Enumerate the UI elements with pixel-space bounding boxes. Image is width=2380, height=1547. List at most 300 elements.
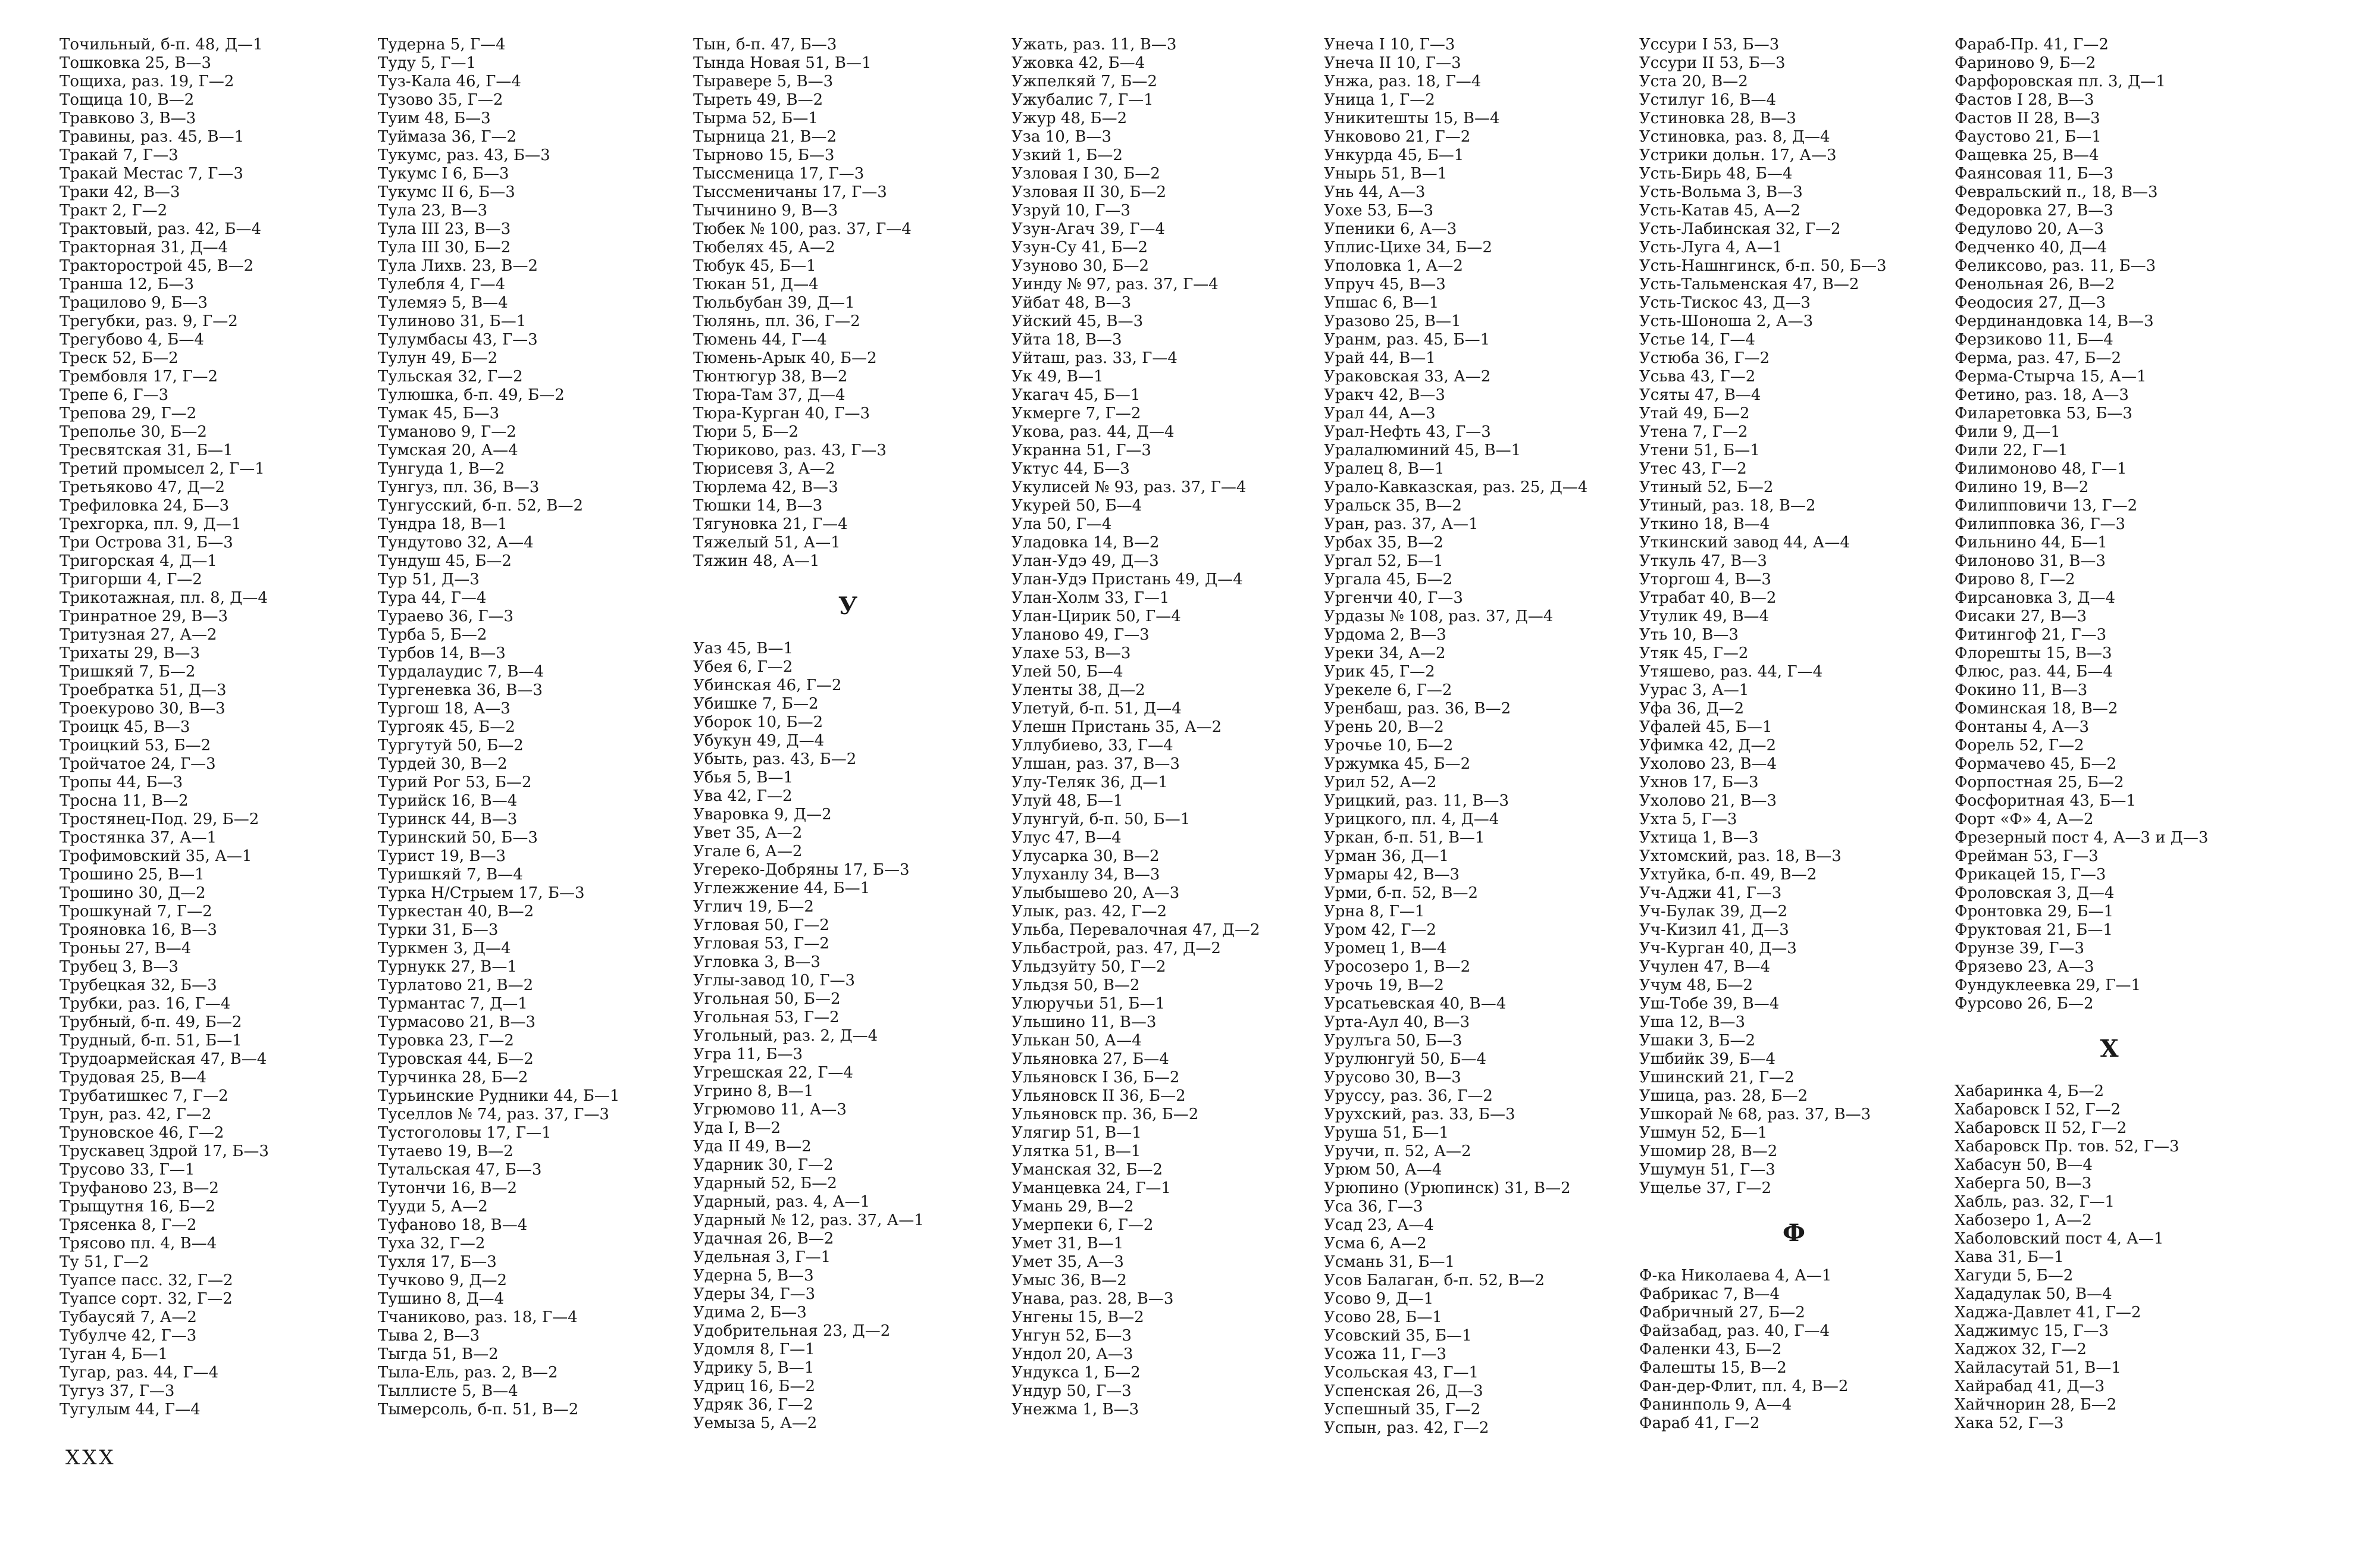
index-entry: Усмань 31, Б—1 (1324, 1253, 1455, 1271)
index-entry: Трубатишкес 7, Г—2 (60, 1087, 228, 1105)
index-entry: Уемыза 5, А—2 (693, 1414, 818, 1432)
index-entry: Уохе 53, Б—3 (1324, 202, 1434, 220)
index-entry: Устрики дольн. 17, А—3 (1639, 146, 1837, 164)
index-entry: Убыть, раз. 43, Б—2 (693, 750, 857, 768)
index-entry: Тула 23, В—3 (378, 202, 488, 220)
index-entry: Тюрисевя 3, А—2 (693, 460, 835, 478)
index-entry: Тыллисте 5, В—4 (378, 1382, 518, 1400)
index-entry: Хайрабад 41, Д—3 (1955, 1377, 2105, 1395)
index-entry: Трясово пл. 4, В—4 (60, 1235, 217, 1252)
index-entry: Утяк 45, Г—2 (1639, 644, 1749, 662)
index-entry: Тыла-Ель, раз. 2, В—2 (378, 1364, 558, 1382)
index-entry: Фурсово 26, Б—2 (1955, 995, 2094, 1013)
index-entry: Урюпино (Урюпинск) 31, В—2 (1324, 1179, 1571, 1197)
index-entry: Троньы 27, В—4 (60, 940, 192, 957)
index-entry: Тырма 52, Б—1 (693, 109, 818, 127)
index-entry: Усть-Нашнгинск, б-п. 50, Б—3 (1639, 257, 1887, 275)
index-entry: Угольная 50, Б—2 (693, 990, 841, 1008)
index-entry: Тростянец-Под. 29, Б—2 (60, 810, 259, 828)
index-entry: Тросна 11, В—2 (60, 792, 189, 810)
index-entry: Усово 9, Д—1 (1324, 1290, 1434, 1308)
index-entry: Тринратное 29, В—3 (60, 607, 228, 625)
index-entry: Турбов 14, В—3 (378, 644, 506, 662)
index-entry: Уладовка 14, В—2 (1012, 534, 1160, 552)
index-entry: Упшас 6, В—1 (1324, 294, 1439, 312)
index-entry: Угловка 3, В—3 (693, 953, 821, 971)
index-entry: Унь 44, А—3 (1324, 183, 1426, 201)
index-entry: Тур 51, Д—3 (378, 571, 480, 588)
index-entry: Ук 49, В—1 (1012, 368, 1104, 386)
index-entry: Тында Новая 51, В—1 (693, 54, 872, 72)
index-entry: Тунгуз, пл. 36, В—3 (378, 478, 540, 496)
index-entry: Тюмень-Арык 40, Б—2 (693, 349, 877, 367)
index-entry: Турба 5, Б—2 (378, 626, 487, 644)
index-entry: Туселлов № 74, раз. 37, Г—3 (378, 1106, 609, 1123)
index-entry: Тула III 23, В—3 (378, 220, 511, 238)
index-entry: Турдей 30, В—2 (378, 755, 508, 773)
index-entry: Узун-Су 41, Б—2 (1012, 239, 1148, 256)
index-entry: Уаз 45, В—1 (693, 640, 793, 657)
index-entry: Турий Рог 53, Б—2 (378, 774, 532, 791)
index-entry: Уваровка 9, Д—2 (693, 806, 832, 823)
index-entry: Фенольная 26, В—2 (1955, 275, 2115, 293)
index-column-4 (1012, 36, 1321, 1419)
index-entry: Тундра 18, В—1 (378, 515, 508, 533)
index-entry: Усть-Луга 4, А—1 (1639, 239, 1783, 256)
index-entry: Учулен 47, В—4 (1639, 958, 1771, 976)
index-entry: Уруша 51, Б—1 (1324, 1124, 1449, 1142)
index-entry: Ульдзуйту 50, Г—2 (1012, 958, 1166, 976)
index-entry: Тулемяэ 5, В—4 (378, 294, 508, 312)
index-entry: Уманцевка 24, Г—1 (1012, 1179, 1171, 1197)
index-entry: Тюбук 45, Б—1 (693, 257, 816, 275)
index-entry: Трудный, б-п. 51, Б—1 (60, 1032, 242, 1050)
index-entry: Тулюшка, б-п. 49, Б—2 (378, 386, 565, 404)
index-entry: Ф-ка Николаева 4, А—1 (1639, 1267, 1832, 1285)
index-entry: Узловая I 30, Б—2 (1012, 165, 1160, 183)
index-entry: Филоново 31, В—3 (1955, 552, 2106, 570)
index-entry: Троекурово 30, В—3 (60, 700, 226, 718)
index-entry: Трепова 29, Г—2 (60, 405, 197, 422)
index-entry: Хабаринка 4, Б—2 (1955, 1082, 2105, 1100)
index-entry: Ужур 48, Б—2 (1012, 109, 1128, 127)
index-entry: Фарфоровская пл. 3, Д—1 (1955, 73, 2166, 90)
index-entry: Хайласутай 51, В—1 (1955, 1359, 2121, 1377)
index-entry: Трубки, раз. 16, Г—4 (60, 995, 231, 1013)
index-entry: Тульская 32, Г—2 (378, 368, 523, 386)
index-entry: Уранм, раз. 45, Б—1 (1324, 331, 1490, 349)
index-entry: Туган 4, Б—1 (60, 1345, 168, 1363)
index-entry: Уникитешты 15, В—4 (1324, 109, 1500, 127)
index-entry: Утени 51, Б—1 (1639, 441, 1760, 459)
index-entry: Угрешская 22, Г—4 (693, 1064, 853, 1082)
index-entry: Умерпеки 6, Г—2 (1012, 1216, 1154, 1234)
index-entry: Ундур 50, Г—3 (1012, 1382, 1132, 1400)
index-entry: Урмары 42, В—3 (1324, 866, 1460, 884)
index-entry: Уурас 3, А—1 (1639, 681, 1749, 699)
index-entry: Трояновка 16, В—3 (60, 921, 217, 939)
index-entry: Уржумка 45, Б—2 (1324, 755, 1471, 773)
index-entry: Усад 23, А—4 (1324, 1216, 1434, 1234)
index-entry: Ульшино 11, В—3 (1012, 1013, 1157, 1031)
index-entry: Тургутуй 50, Б—2 (378, 737, 524, 754)
index-entry: Удеры 34, Г—3 (693, 1285, 816, 1303)
index-entry: Фаленки 43, Б—2 (1639, 1341, 1782, 1358)
index-entry: Ушаки 3, Б—2 (1639, 1032, 1756, 1050)
index-entry: Усть-Лабинская 32, Г—2 (1639, 220, 1841, 238)
index-entry: Усть-Шоноша 2, А—3 (1639, 312, 1814, 330)
index-entry: Утай 49, Б—2 (1639, 405, 1750, 422)
index-entry: Троицк 45, В—3 (60, 718, 190, 736)
index-entry: Турийск 16, В—4 (378, 792, 518, 810)
index-entry: Урало-Кавказская, раз. 25, Д—4 (1324, 478, 1588, 496)
index-entry: Уманская 32, Б—2 (1012, 1161, 1163, 1179)
index-entry: Третьяково 47, Д—2 (60, 478, 226, 496)
index-entry: Уш-Тобе 39, В—4 (1639, 995, 1780, 1013)
index-entry: Хаберга 50, В—3 (1955, 1175, 2092, 1192)
index-entry: Турьинские Рудники 44, Б—1 (378, 1087, 620, 1105)
index-entry: Урбах 35, В—2 (1324, 534, 1443, 552)
index-entry: Тюльбубан 39, Д—1 (693, 294, 855, 312)
index-entry: Тропы 44, Б—3 (60, 774, 183, 791)
index-entry: Удима 2, Б—3 (693, 1304, 807, 1321)
index-entry: Турдалаудис 7, В—4 (378, 663, 544, 681)
index-entry: Фитингоф 21, Г—3 (1955, 626, 2107, 644)
index-entry: Успенская 26, Д—3 (1324, 1382, 1483, 1400)
index-entry: Углы-завод 10, Г—3 (693, 972, 856, 989)
index-entry: Треск 52, Б—2 (60, 349, 178, 367)
index-entry: Тюнтюгур 38, В—2 (693, 368, 848, 386)
index-entry: Ухтица 1, В—3 (1639, 829, 1759, 847)
index-entry: Усть-Тальменская 47, В—2 (1639, 275, 1859, 293)
index-entry: Утяшево, раз. 44, Г—4 (1639, 663, 1823, 681)
index-entry: Тыгда 51, В—2 (378, 1345, 499, 1363)
index-entry: Углич 19, Б—2 (693, 898, 814, 916)
index-entry: Улшан, раз. 37, В—3 (1012, 755, 1180, 773)
index-entry: Туду 5, Г—1 (378, 54, 477, 72)
index-entry: Тумская 20, А—4 (378, 441, 518, 459)
index-entry: Ункурда 45, Б—1 (1324, 146, 1464, 164)
index-entry: Уч-Курган 40, Д—3 (1639, 940, 1797, 957)
index-entry: Тюра-Курган 40, Г—3 (693, 405, 870, 422)
index-entry: Труфаново 23, В—2 (60, 1179, 219, 1197)
index-entry: Форель 52, Г—2 (1955, 737, 2084, 754)
index-entry: Улунгуй, б-п. 50, Б—1 (1012, 810, 1191, 828)
index-entry: Утулик 49, В—4 (1639, 607, 1770, 625)
index-entry: Ударный 52, Б—2 (693, 1175, 837, 1192)
index-entry: Ухолово 23, В—4 (1639, 755, 1777, 773)
index-entry: Урекеле 6, Г—2 (1324, 681, 1452, 699)
index-entry: Углежжение 44, Б—1 (693, 879, 870, 897)
index-entry: Улан-Удэ 49, Д—3 (1012, 552, 1159, 570)
index-entry: Хабаровск Пр. тов. 52, Г—3 (1955, 1138, 2179, 1155)
index-entry: Тура 44, Г—4 (378, 589, 487, 607)
letter-heading: У (838, 592, 858, 620)
index-entry: Утес 43, Г—2 (1639, 460, 1747, 478)
index-entry: Укулисей № 93, раз. 37, Г—4 (1012, 478, 1247, 496)
index-entry: Урочье 10, Б—2 (1324, 737, 1454, 754)
index-entry: Тудерна 5, Г—4 (378, 36, 506, 54)
index-entry: Туринск 44, В—3 (378, 810, 518, 828)
index-entry: Федулово 20, А—3 (1955, 220, 2104, 238)
index-entry: Хабль, раз. 32, Г—1 (1955, 1193, 2115, 1211)
index-entry: Ужовка 42, Б—4 (1012, 54, 1145, 72)
index-entry: Усьва 43, Г—2 (1639, 368, 1756, 386)
index-entry: Удобрительная 23, Д—2 (693, 1322, 891, 1340)
index-entry: Утиный 52, Б—2 (1639, 478, 1774, 496)
index-entry: Туха 32, Г—2 (378, 1235, 486, 1252)
index-entry: Ферзиково 11, Б—4 (1955, 331, 2113, 349)
index-entry: Тулиново 31, Б—1 (378, 312, 527, 330)
index-entry: Тургеневка 36, В—3 (378, 681, 543, 699)
index-entry: Убья 5, В—1 (693, 769, 793, 787)
index-entry: Трыщутня 16, Б—2 (60, 1198, 215, 1216)
index-entry: Уланово 49, Г—3 (1012, 626, 1150, 644)
index-entry: Усяты 47, В—4 (1639, 386, 1761, 404)
index-entry: Унеча I 10, Г—3 (1324, 36, 1455, 54)
index-entry: Тощиха, раз. 19, Г—2 (60, 73, 234, 90)
index-entry: Тюрлема 42, В—3 (693, 478, 838, 496)
index-entry: Урень 20, В—2 (1324, 718, 1444, 736)
index-entry: Улькан 50, А—4 (1012, 1032, 1142, 1050)
index-entry: Фастов I 28, В—3 (1955, 91, 2094, 109)
index-entry: Филипповичи 13, Г—2 (1955, 497, 2138, 515)
index-entry: Усовский 35, Б—1 (1324, 1327, 1472, 1345)
index-entry: Хаджох 32, Г—2 (1955, 1341, 2087, 1358)
index-entry: Трегубки, раз. 9, Г—2 (60, 312, 238, 330)
index-entry: Уреки 34, А—2 (1324, 644, 1446, 662)
letter-heading: Х (2100, 1035, 2119, 1063)
index-entry: Тулумбасы 43, Г—3 (378, 331, 538, 349)
index-entry: Утена 7, Г—2 (1639, 423, 1748, 441)
index-entry: Февральский п., 18, В—3 (1955, 183, 2158, 201)
index-entry: Фирово 8, Г—2 (1955, 571, 2075, 588)
index-entry: Трихаты 29, В—3 (60, 644, 201, 662)
index-entry: Уткинский завод 44, А—4 (1639, 534, 1850, 552)
index-entry: Утрабат 40, В—2 (1639, 589, 1777, 607)
index-entry: Урицкий, раз. 11, В—3 (1324, 792, 1510, 810)
index-entry: Тустоголовы 17, Г—1 (378, 1124, 552, 1142)
index-entry: Уллубиево, 33, Г—4 (1012, 737, 1173, 754)
index-entry: Тощица 10, В—2 (60, 91, 195, 109)
index-entry: Тууди 5, А—2 (378, 1198, 488, 1216)
index-entry: Уйбат 48, В—3 (1012, 294, 1132, 312)
index-entry: Тыравере 5, В—3 (693, 73, 834, 90)
index-entry: Трефиловка 24, Б—3 (60, 497, 230, 515)
index-entry: Угереко-Добряны 17, Б—3 (693, 861, 910, 879)
index-entry: Уда II 49, В—2 (693, 1138, 812, 1155)
index-entry: Трубец 3, В—3 (60, 958, 179, 976)
index-entry: Хайчнорин 28, Б—2 (1955, 1396, 2117, 1414)
index-entry: Фрунзе 39, Г—3 (1955, 940, 2085, 957)
index-entry: Убукун 49, Д—4 (693, 732, 825, 750)
index-entry: Турка Н/Стрыем 17, Б—3 (378, 884, 585, 902)
index-entry: Троицкий 53, Б—2 (60, 737, 211, 754)
index-entry: Ушмун 52, Б—1 (1639, 1124, 1768, 1142)
index-entry: Умань 29, В—2 (1012, 1198, 1134, 1216)
index-entry: Утиный, раз. 18, В—2 (1639, 497, 1816, 515)
index-entry: Тракай Местас 7, Г—3 (60, 165, 243, 183)
index-entry: Унгены 15, В—2 (1012, 1308, 1144, 1326)
index-entry: Удачная 26, В—2 (693, 1230, 834, 1248)
index-entry: Флюс, раз. 44, Б—4 (1955, 663, 2113, 681)
index-entry: Тюбек № 100, раз. 37, Г—4 (693, 220, 912, 238)
index-entry: Турнукк 27, В—1 (378, 958, 517, 976)
index-entry: Фанинполь 9, А—4 (1639, 1396, 1792, 1414)
index-entry: Ульяновск пр. 36, Б—2 (1012, 1106, 1199, 1123)
index-entry: Тукумс II 6, Б—3 (378, 183, 515, 201)
index-entry: Тухля 17, Б—3 (378, 1253, 497, 1271)
index-entry: Фирсановка 3, Д—4 (1955, 589, 2116, 607)
index-entry: Тушино 8, Д—4 (378, 1290, 505, 1308)
index-entry: Ухтуйка, б-п. 49, В—2 (1639, 866, 1817, 884)
index-entry: Угрюмово 11, А—3 (693, 1101, 847, 1119)
index-entry: Уфа 36, Д—2 (1639, 700, 1745, 718)
index-column-2 (378, 36, 687, 1419)
index-entry: Фундуклеевка 29, Г—1 (1955, 976, 2141, 994)
index-entry: Угольный, раз. 2, Д—4 (693, 1027, 878, 1045)
index-entry: Трясенка 8, Г—2 (60, 1216, 197, 1234)
index-entry: Улуй 48, Б—1 (1012, 792, 1123, 810)
index-entry: Федченко 40, Д—4 (1955, 239, 2107, 256)
index-entry: Ухолово 21, В—3 (1639, 792, 1777, 810)
index-entry: Урулюнгуй 50, Б—4 (1324, 1050, 1486, 1068)
index-entry: Тыссменица 17, Г—3 (693, 165, 865, 183)
index-entry: Трепе 6, Г—3 (60, 386, 169, 404)
index-entry: Тутаево 19, В—2 (378, 1142, 513, 1160)
index-entry: Уран, раз. 37, А—1 (1324, 515, 1479, 533)
index-entry: Угольная 53, Г—2 (693, 1009, 840, 1026)
index-entry: Уста 20, В—2 (1639, 73, 1748, 90)
index-entry: Трацилово 9, Б—3 (60, 294, 208, 312)
index-entry: Ударный № 12, раз. 37, А—1 (693, 1211, 924, 1229)
index-entry: Унава, раз. 28, В—3 (1012, 1290, 1174, 1308)
index-entry: Ушкорай № 68, раз. 37, В—3 (1639, 1106, 1871, 1123)
index-entry: Урдома 2, В—3 (1324, 626, 1446, 644)
index-entry: Трудоармейская 47, В—4 (60, 1050, 267, 1068)
index-entry: Трусово 33, Г—1 (60, 1161, 195, 1179)
index-entry: Хаболовский пост 4, А—1 (1955, 1230, 2164, 1248)
index-entry: Тюри 5, Б—2 (693, 423, 798, 441)
index-entry: Фаянсовая 11, Б—3 (1955, 165, 2114, 183)
index-entry: Усть-Бирь 48, Б—4 (1639, 165, 1793, 183)
index-entry: Удомля 8, Г—1 (693, 1341, 815, 1358)
index-entry: Трудовая 25, В—4 (60, 1069, 207, 1086)
index-entry: Тракторная 31, Д—4 (60, 239, 228, 256)
index-entry: Усов Балаган, б-п. 52, В—2 (1324, 1272, 1545, 1289)
index-entry: Устье 14, Г—4 (1639, 331, 1755, 349)
index-entry: Ургал 52, Б—1 (1324, 552, 1443, 570)
index-entry: Фроловская 3, Д—4 (1955, 884, 2115, 902)
index-entry: Унгун 52, Б—3 (1012, 1327, 1132, 1345)
index-entry: Фан-дер-Флит, пл. 4, В—2 (1639, 1377, 1849, 1395)
index-entry: Турлатово 21, В—2 (378, 976, 534, 994)
index-entry: Фалешты 15, В—2 (1639, 1359, 1787, 1377)
index-entry: Тунгусский, б-п. 52, В—2 (378, 497, 584, 515)
index-entry: Улахе 53, В—3 (1012, 644, 1131, 662)
index-entry: Фаустово 21, Б—1 (1955, 128, 2102, 146)
index-entry: Фрезерный пост 4, А—3 и Д—3 (1955, 829, 2209, 847)
index-entry: Тригорская 4, Д—1 (60, 552, 217, 570)
index-entry: Узруй 10, Г—3 (1012, 202, 1130, 220)
index-entry: Уруссу, раз. 36, Г—2 (1324, 1087, 1493, 1105)
index-entry: Усово 28, Б—1 (1324, 1308, 1442, 1326)
index-entry: Уразово 25, В—1 (1324, 312, 1461, 330)
index-entry: Урочь 19, В—2 (1324, 976, 1444, 994)
index-entry: Туз-Кала 46, Г—4 (378, 73, 521, 90)
index-entry: Трубецкая 32, Б—3 (60, 976, 217, 994)
index-entry: Убея 6, Г—2 (693, 658, 793, 676)
index-entry: Тугуз 37, Г—3 (60, 1382, 175, 1400)
index-entry: Тубаусяй 7, А—2 (60, 1308, 197, 1326)
index-entry: Трофимовский 35, А—1 (60, 847, 252, 865)
index-entry: Устиновка, раз. 8, Д—4 (1639, 128, 1830, 146)
index-entry: Фили 22, Г—1 (1955, 441, 2068, 459)
index-entry: Ульяновка 27, Б—4 (1012, 1050, 1169, 1068)
index-entry: Тригорши 4, Г—2 (60, 571, 202, 588)
index-entry: Траки 42, В—3 (60, 183, 180, 201)
index-entry: Тюра-Там 37, Д—4 (693, 386, 845, 404)
index-entry: Улыбышево 20, А—3 (1012, 884, 1180, 902)
index-entry: Хададулак 50, В—4 (1955, 1285, 2112, 1303)
index-entry: Тройчатое 24, Г—3 (60, 755, 216, 773)
index-entry: Урта-Аул 40, В—3 (1324, 1013, 1470, 1031)
index-entry: Фонтаны 4, А—3 (1955, 718, 2090, 736)
index-entry: Унежма 1, В—3 (1012, 1401, 1139, 1418)
index-entry: Тракт 2, Г—2 (60, 202, 168, 220)
index-entry: Устилуг 16, В—4 (1639, 91, 1777, 109)
index-entry: Форт «Ф» 4, А—2 (1955, 810, 2094, 828)
index-entry: Ухта 5, Г—3 (1639, 810, 1737, 828)
index-entry: Трошкунай 7, Г—2 (60, 903, 212, 920)
index-entry: Фрикацей 15, Г—3 (1955, 866, 2106, 884)
index-entry: Тунгуда 1, В—2 (378, 460, 505, 478)
index-entry: Удрику 5, В—1 (693, 1359, 815, 1377)
index-entry: Улусарка 30, В—2 (1012, 847, 1160, 865)
index-entry: Угрино 8, В—1 (693, 1082, 814, 1100)
index-column-6 (1639, 36, 1949, 1433)
index-entry: Федоровка 27, В—3 (1955, 202, 2113, 220)
index-entry: Усма 6, А—2 (1324, 1235, 1427, 1252)
index-entry: Усожа 11, Г—3 (1324, 1345, 1447, 1363)
index-entry: Фараб 41, Г—2 (1639, 1414, 1760, 1432)
index-entry: Тюмень 44, Г—4 (693, 331, 827, 349)
index-entry: Урулъга 50, Б—3 (1324, 1032, 1463, 1050)
index-entry: Фердинандовка 14, В—3 (1955, 312, 2154, 330)
index-entry: Ушица, раз. 28, Б—2 (1639, 1087, 1808, 1105)
index-entry: Тулун 49, Б—2 (378, 349, 498, 367)
index-entry: Тучково 9, Д—2 (378, 1272, 508, 1289)
index-entry: Уфалей 45, Б—1 (1639, 718, 1773, 736)
index-entry: Трембовля 17, Г—2 (60, 368, 218, 386)
index-entry: Туркмен 3, Д—4 (378, 940, 511, 957)
index-entry: Урман 36, Д—1 (1324, 847, 1449, 865)
index-entry: Тракай 7, Г—3 (60, 146, 178, 164)
index-entry: Трубный, б-п. 49, Б—2 (60, 1013, 242, 1031)
index-entry: Уссури I 53, Б—3 (1639, 36, 1780, 54)
index-entry: Укагач 45, Б—1 (1012, 386, 1141, 404)
index-entry: Уралалюминий 45, В—1 (1324, 441, 1521, 459)
index-entry: Успешный 35, Г—2 (1324, 1401, 1481, 1418)
index-entry: Усть-Катав 45, А—2 (1639, 202, 1800, 220)
index-entry: Фариново 9, Б—2 (1955, 54, 2096, 72)
index-entry: Фрейман 53, Г—3 (1955, 847, 2099, 865)
index-entry: Тубулче 42, Г—3 (60, 1327, 197, 1345)
index-entry: Ундукса 1, Б—2 (1012, 1364, 1141, 1382)
index-entry: Уфимка 42, Д—2 (1639, 737, 1777, 754)
index-column-5 (1324, 36, 1633, 1438)
index-entry: Трун, раз. 42, Г—2 (60, 1106, 212, 1123)
